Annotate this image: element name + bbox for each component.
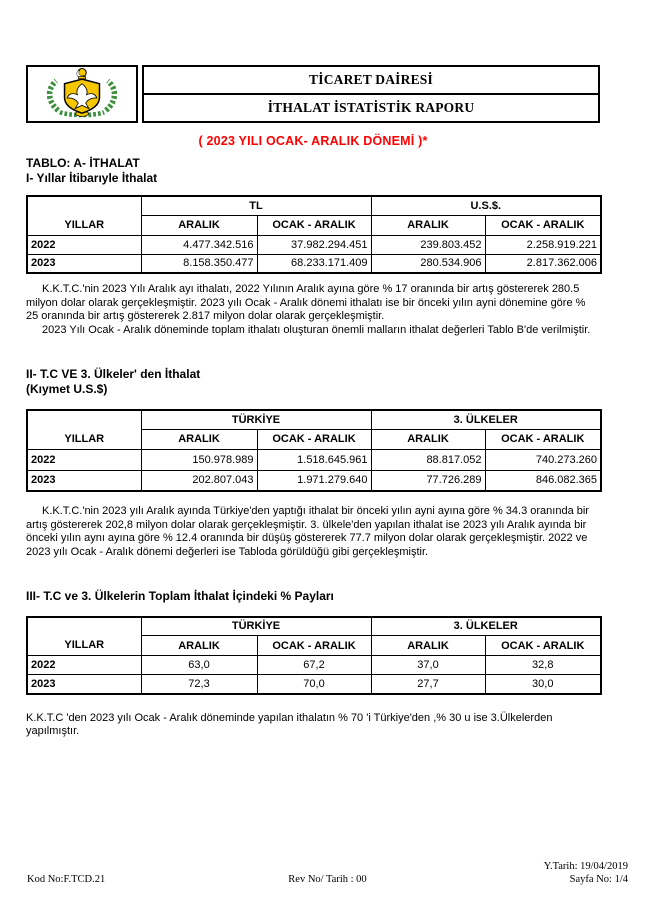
section2-title: II- T.C VE 3. Ülkeler' den İthalat [26,367,201,381]
rev-no: Rev No/ Tarih : 00 [288,874,367,885]
col-header: OCAK - ARALIK [485,429,601,449]
col-header: ARALIK [371,215,485,235]
col-header: OCAK - ARALIK [485,215,601,235]
page-footer [27,860,628,886]
value-cell: 37.982.294.451 [257,235,371,254]
sayfa-no: Sayfa No: 1/4 [569,874,628,885]
table-row [27,470,601,491]
group-header-usd: U.S.$. [371,196,601,215]
col-header: OCAK - ARALIK [257,429,371,449]
department-title: TİCARET DAİRESİ [144,67,598,95]
footer-right-block [428,860,628,886]
value-cell: 32,8 [485,656,601,675]
table-row [27,254,601,273]
value-cell: 239.803.452 [371,235,485,254]
year-cell: 2022 [27,235,141,254]
group-header-turkiye: TÜRKİYE [141,410,371,429]
value-cell: 67,2 [257,656,371,675]
table-row [27,675,601,694]
col-header: ARALIK [141,636,257,656]
value-cell: 1.518.645.961 [257,449,371,470]
value-cell: 70,0 [257,675,371,694]
y-tarih: Y.Tarih: 19/04/2019 [543,861,628,872]
section2-subtitle: (Kıymet U.S.$) [26,381,108,396]
year-cell: 2023 [27,254,141,273]
value-cell: 280.534.906 [371,254,485,273]
value-cell: 2.817.362.006 [485,254,601,273]
group-header-3ulkeler: 3. ÜLKELER [371,410,601,429]
col-header: ARALIK [141,215,257,235]
kktc-coat-of-arms-icon [36,66,128,123]
section1-heading [26,156,600,185]
value-cell: 88.817.052 [371,449,485,470]
col-header: ARALIK [371,636,485,656]
table-yearly-imports [26,195,602,274]
value-cell: 1.971.279.640 [257,470,371,491]
table-row [27,449,601,470]
year-cell: 2023 [27,470,141,491]
value-cell: 77.726.289 [371,470,485,491]
value-cell: 4.477.342.516 [141,235,257,254]
period-subtitle: ( 2023 YILI OCAK- ARALIK DÖNEMİ )* [198,134,428,148]
col-header: OCAK - ARALIK [257,636,371,656]
year-cell: 2022 [27,656,141,675]
value-cell: 37,0 [371,656,485,675]
value-cell: 68.233.171.409 [257,254,371,273]
value-cell: 72,3 [141,675,257,694]
value-cell: 846.082.365 [485,470,601,491]
section3-heading: III- T.C ve 3. Ülkelerin Toplam İthalat İçindeki % Payları [26,589,334,603]
table-percentage-shares [26,616,602,695]
col-header: ARALIK [371,429,485,449]
section1-title: I- Yıllar İtibarıyle İthalat [26,170,158,185]
value-cell: 63,0 [141,656,257,675]
col-header: OCAK - ARALIK [257,215,371,235]
section3-note: K.K.T.C 'den 2023 yılı Ocak - Aralık döneminde yapılan ithalatın % 70 'i Türkiye'den ,% 30 u ise 3.Ülkelerden yapılmıştır. [26,711,553,737]
col-header: ARALIK [141,429,257,449]
year-cell: 2023 [27,675,141,694]
value-cell: 8.158.350.477 [141,254,257,273]
group-header-turkiye: TÜRKİYE [141,617,371,636]
row-header-yillar: YILLAR [27,410,141,449]
kod-no: Kod No:F.TCD.21 [27,874,106,885]
group-header-3ulkeler: 3. ÜLKELER [371,617,601,636]
group-header-tl: TL [141,196,371,215]
report-title: İTHALAT İSTATİSTİK RAPORU [267,100,475,115]
table-row [27,235,601,254]
section1-paragraph-1: K.K.T.C.'nin 2023 Yılı Aralık ayı ithalatı, 2022 Yılının Aralık ayına göre % 17 oranında bir artış göstererek 280.5 milyon dolar olarak gerçekleşmiştir. 2023 yılı Ocak - Aralık dönemi ithalatı ise bir önceki yılın ayni dönemine göre % 25 oranında bir artış göstererek 2.817 milyon dolar olarak gerçekleşmiştir. [26,283,586,322]
section2-paragraph: K.K.T.C.'nin 2023 yılı Aralık ayında Türkiye'den yaptığı ithalat bir önceki yılın ayni ayına göre % 34.3 oranında bir artış göstererek 202,8 milyon dolar olarak gerçekleşmiştir. 3. ülkele'den yapılan ithalat ise 2023 yılı Aralık ayında bir önceki yılın aynı ayına göre % 12.4 oranında bir düşüş göstererek 77.7 milyon dolar olarak gerçekleşmiştir. 2022 ve 2023 yılı Ocak - Aralık dönemi değerleri ise Tabloda görüldüğü gibi gerçekleşmiştir. [26,505,589,558]
section1-paragraph-2: 2023 Yılı Ocak - Aralık döneminde toplam ithalatı oluşturan önemli malların ithalat değerleri Tablo B'de verilmiştir. [42,323,591,336]
table-row [27,656,601,675]
value-cell: 30,0 [485,675,601,694]
tablo-a-label: TABLO: A- İTHALAT [26,156,140,170]
table-tc-vs-third-countries [26,409,602,492]
value-cell: 2.258.919.221 [485,235,601,254]
col-header: OCAK - ARALIK [485,636,601,656]
logo-cell [26,65,138,123]
report-content [26,65,600,739]
title-cell [142,65,600,123]
value-cell: 740.273.260 [485,449,601,470]
value-cell: 202.807.043 [141,470,257,491]
row-header-yillar: YILLAR [27,196,141,235]
section2-heading [26,367,600,396]
report-header [26,65,600,123]
row-header-yillar: YILLAR [27,617,141,656]
value-cell: 150.978.989 [141,449,257,470]
value-cell: 27,7 [371,675,485,694]
year-cell: 2022 [27,449,141,470]
